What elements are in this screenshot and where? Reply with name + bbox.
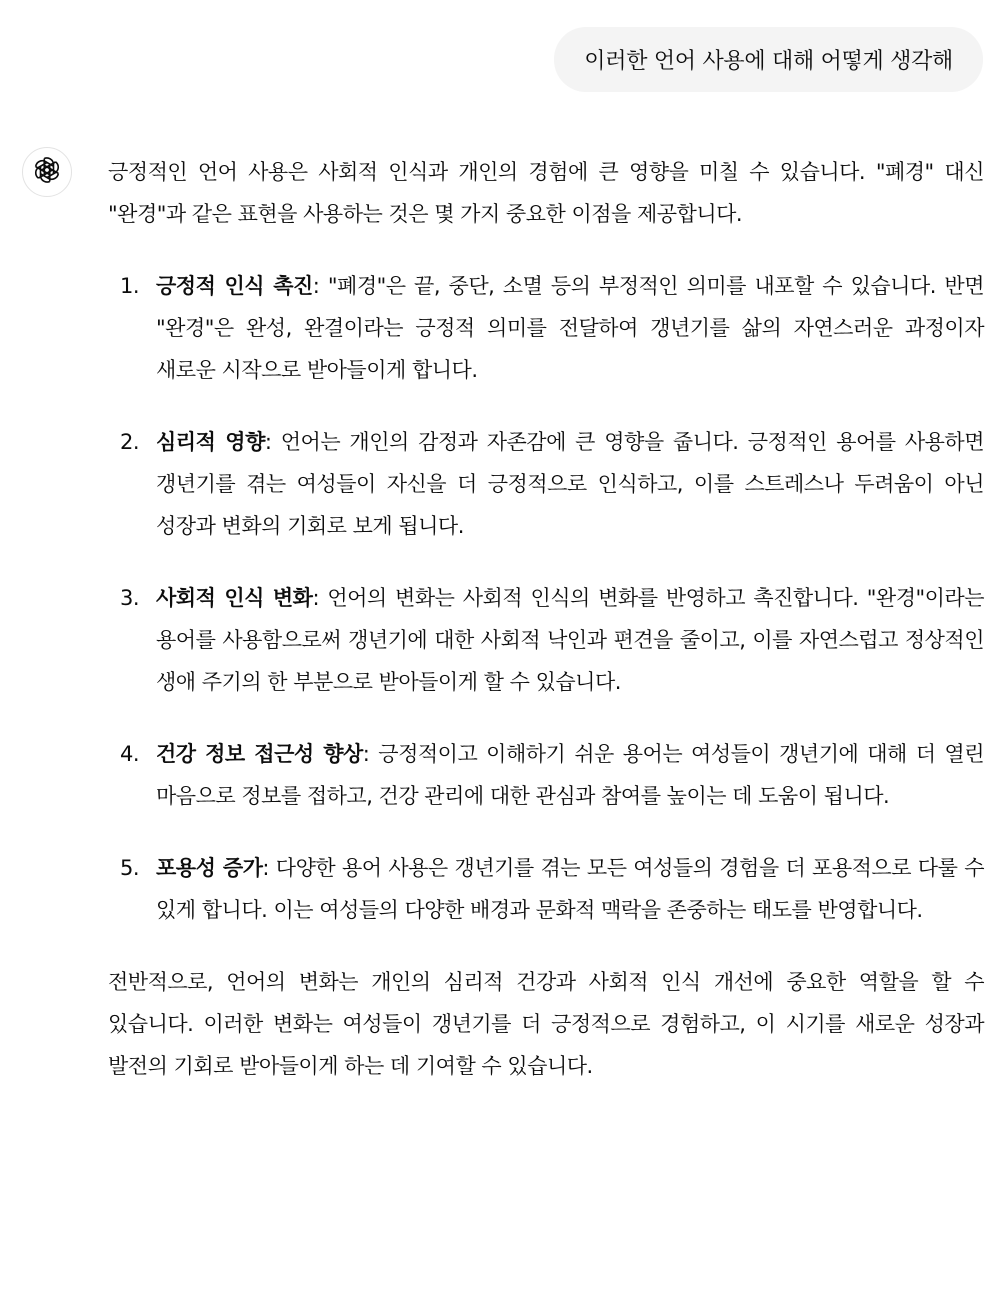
- list-item: [108, 577, 984, 703]
- openai-logo-icon: [32, 155, 62, 189]
- assistant-avatar: [22, 147, 72, 197]
- list-item-term: 사회적 인식 변화: [156, 586, 313, 610]
- user-message-bubble: [554, 27, 983, 92]
- list-item: [108, 847, 984, 931]
- assistant-closing-paragraph: 전반적으로, 언어의 변화는 개인의 심리적 건강과 사회적 인식 개선에 중요한 역할을 할 수 있습니다. 이러한 변화는 여성들이 갱년기를 더 긍정적으로 경험하고, 이 시기를 새로운 성장과 발전의 기회로 받아들이게 하는 데 기여할 수 있습니다.: [108, 970, 984, 1078]
- user-message-text: 이러한 언어 사용에 대해 어떻게 생각해: [584, 49, 953, 74]
- list-item-number: 2.: [120, 430, 140, 454]
- list-item-text: : 다양한 용어 사용은 갱년기를 겪는 모든 여성들의 경험을 더 포용적으로 다룰 수 있게 합니다. 이는 여성들의 다양한 배경과 문화적 맥락을 존중하는 태도를 반영합니다.: [156, 856, 984, 922]
- list-item-term: 건강 정보 접근성 향상: [156, 742, 363, 766]
- list-item: [108, 265, 984, 391]
- list-item-term: 긍정적 인식 촉진: [156, 274, 313, 298]
- list-item-text: : "폐경"은 끝, 중단, 소멸 등의 부정적인 의미를 내포할 수 있습니다. 반면 "완경"은 완성, 완결이라는 긍정적 의미를 전달하여 갱년기를 삶의 자연스러운 과정이자 새로운 시작으로 받아들이게 합니다.: [156, 274, 985, 382]
- assistant-intro-paragraph: 긍정적인 언어 사용은 사회적 인식과 개인의 경험에 큰 영향을 미칠 수 있습니다. "폐경" 대신 "완경"과 같은 표현을 사용하는 것은 몇 가지 중요한 이점을 제공합니다.: [108, 160, 984, 226]
- list-item-term: 포용성 증가: [156, 856, 263, 880]
- list-item: [108, 421, 984, 547]
- list-item-term: 심리적 영향: [156, 430, 265, 454]
- list-item-text: : 언어의 변화는 사회적 인식의 변화를 반영하고 촉진합니다. "완경"이라는 용어를 사용함으로써 갱년기에 대한 사회적 낙인과 편견을 줄이고, 이를 자연스럽고 정상적인 생애 주기의 한 부분으로 받아들이게 할 수 있습니다.: [156, 586, 985, 694]
- list-item-number: 4.: [120, 742, 140, 766]
- list-item-text: : 긍정적이고 이해하기 쉬운 용어는 여성들이 갱년기에 대해 더 열린 마음으로 정보를 접하고, 건강 관리에 대한 관심과 참여를 높이는 데 도움이 됩니다.: [156, 742, 985, 808]
- points-list: [108, 265, 984, 931]
- list-item-number: 3.: [120, 586, 140, 610]
- list-item-number: 5.: [120, 856, 140, 880]
- list-item-text: : 언어는 개인의 감정과 자존감에 큰 영향을 줍니다. 긍정적인 용어를 사용하면 갱년기를 겪는 여성들이 자신을 더 긍정적으로 인식하고, 이를 스트레스나 두려움이 아닌 성장과 변화의 기회로 보게 됩니다.: [156, 430, 984, 538]
- assistant-message: [108, 151, 984, 1087]
- list-item: [108, 733, 984, 817]
- list-item-number: 1.: [120, 274, 140, 298]
